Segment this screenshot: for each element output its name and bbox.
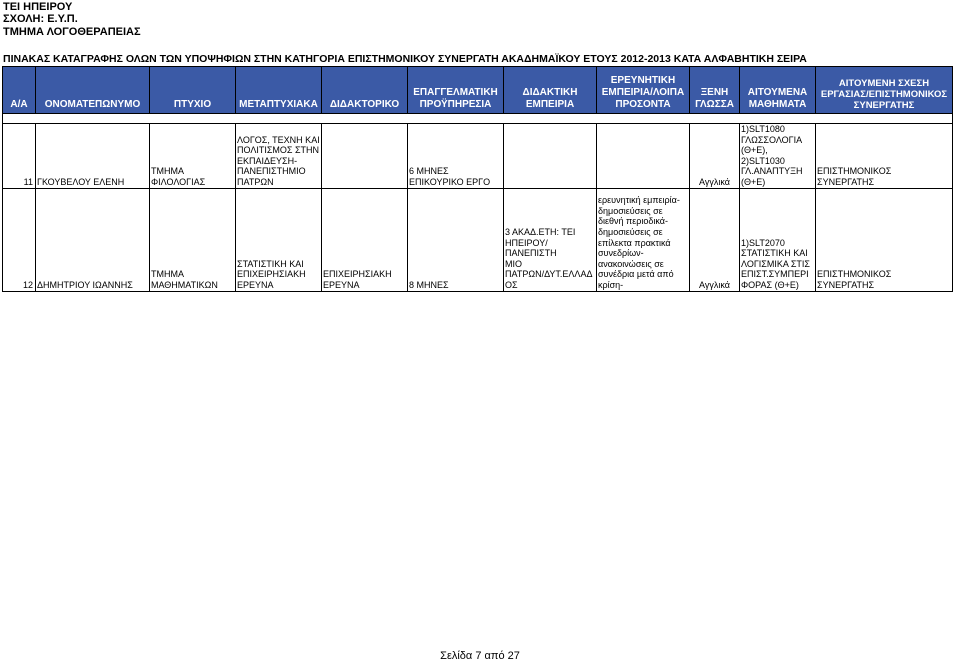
- row-relation: ΕΠΙΣΤΗΜΟΝΙΚΟΣ ΣΥΝΕΡΓΑΤΗΣ: [816, 124, 953, 189]
- row-professional: 6 ΜΗΝΕΣ ΕΠΙΚΟΥΡΙΚΟ ΕΡΓΟ: [408, 124, 504, 189]
- row-name: ΓΚΟΥΒΕΛΟΥ ΕΛΕΝΗ: [36, 124, 150, 189]
- table-title: ΠΙΝΑΚΑΣ ΚΑΤΑΓΡΑΦΗΣ ΟΛΩΝ ΤΩΝ ΥΠΟΨΗΦΙΩΝ ΣΤΗΝ ΚΑΤΗΓΟΡΙΑ ΕΠΙΣΤΗΜΟΝΙΚΟΥ ΣΥΝΕΡΓΑΤΗ ΑΚΑΔΗΜΑΪΚΟΥ ΕΤΟΥΣ 2012-2013 ΚΑΤΑ ΑΛΦΑΒΗΤΙΚΗ ΣΕΙΡΑ: [3, 53, 807, 65]
- row-degree: ΤΜΗΜΑ ΜΑΘΗΜΑΤΙΚΩΝ: [150, 188, 236, 291]
- row-aa: 12: [3, 188, 36, 291]
- candidates-table: [2, 66, 953, 292]
- row-aa: 11: [3, 124, 36, 189]
- row-courses: 1)SLT2070 ΣΤΑΤΙΣΤΙΚΗ ΚΑΙ ΛΟΓΙΣΜΙΚΑ ΣΤΙΣ ΕΠΙΣΤ.ΣΥΜΠΕΡΙ ΦΟΡΑΣ (Θ+Ε): [740, 188, 816, 291]
- row-degree: ΤΜΗΜΑ ΦΙΛΟΛΟΓΙΑΣ: [150, 124, 236, 189]
- row-phd: ΕΠΙΧΕΙΡΗΣΙΑΚΗ ΕΡΕΥΝΑ: [322, 188, 408, 291]
- row-teaching: [504, 124, 597, 189]
- row-masters: ΣΤΑΤΙΣΤΙΚΗ ΚΑΙ ΕΠΙΧΕΙΡΗΣΙΑΚΗ ΕΡΕΥΝΑ: [236, 188, 322, 291]
- row-language: Αγγλικά: [690, 188, 740, 291]
- col-header-courses: ΑΙΤΟΥΜΕΝΑ ΜΑΘΗΜΑΤΑ: [740, 67, 816, 114]
- col-header-masters: ΜΕΤΑΠΤΥΧΙΑΚΑ: [236, 67, 322, 114]
- table-header-row: [3, 67, 953, 114]
- table-row: [3, 188, 953, 291]
- institution-title: ΤΕΙ ΗΠΕΙΡΟΥ: [3, 1, 73, 13]
- spacer-row: [3, 114, 953, 124]
- page-number: Σελίδα 7 από 27: [440, 650, 520, 662]
- row-courses: 1)SLT1080 ΓΛΩΣΣΟΛΟΓΙΑ (Θ+Ε), 2)SLT1030 ΓΛ.ΑΝΑΠΤΥΞΗ (Θ+Ε): [740, 124, 816, 189]
- school-title: ΣΧΟΛΗ: Ε.Υ.Π.: [3, 13, 78, 25]
- department-title: ΤΜΗΜΑ ΛΟΓΟΘΕΡΑΠΕΙΑΣ: [3, 26, 141, 38]
- row-professional: 8 ΜΗΝΕΣ: [408, 188, 504, 291]
- col-header-degree: ΠΤΥΧΙΟ: [150, 67, 236, 114]
- col-header-professional: ΕΠΑΓΓΕΛΜΑΤΙΚΗ ΠΡΟΫΠΗΡΕΣΙΑ: [408, 67, 504, 114]
- row-language: Αγγλικά: [690, 124, 740, 189]
- col-header-teaching: ΔΙΔΑΚΤΙΚΗ ΕΜΠΕΙΡΙΑ: [504, 67, 597, 114]
- table-row: [3, 124, 953, 189]
- col-header-aa: Α/Α: [3, 67, 36, 114]
- col-header-relation: ΑΙΤΟΥΜΕΝΗ ΣΧΕΣΗ ΕΡΓΑΣΙΑΣ/ΕΠΙΣΤΗΜΟΝΙΚΟΣ ΣΥΝΕΡΓΑΤΗΣ: [816, 67, 953, 114]
- row-masters: ΛΟΓΟΣ, ΤΕΧΝΗ ΚΑΙ ΠΟΛΙΤΙΣΜΟΣ ΣΤΗΝ ΕΚΠΑΙΔΕΥΣΗ- ΠΑΝΕΠΙΣΤΗΜΙΟ ΠΑΤΡΩΝ: [236, 124, 322, 189]
- row-phd: [322, 124, 408, 189]
- row-research: ερευνητική εμπειρία- δημοσιεύσεις σε διεθνή περιοδικά- δημοσιεύσεις σε επίλεκτα πρακτικά συνεδρίων- ανακοινώσεις σε συνέδρια μετά από κρίση-: [597, 188, 690, 291]
- col-header-phd: ΔΙΔΑΚΤΟΡΙΚΟ: [322, 67, 408, 114]
- col-header-name: ΟΝΟΜΑΤΕΠΩΝΥΜΟ: [36, 67, 150, 114]
- row-name: ΔΗΜΗΤΡΙΟΥ ΙΩΑΝΝΗΣ: [36, 188, 150, 291]
- col-header-research: ΕΡΕΥΝΗΤΙΚΗ ΕΜΠΕΙΡΙΑ/ΛΟΙΠΑ ΠΡΟΣΟΝΤΑ: [597, 67, 690, 114]
- col-header-language: ΞΕΝΗ ΓΛΩΣΣΑ: [690, 67, 740, 114]
- row-teaching: 3 ΑΚΑΔ.ΕΤΗ: ΤΕΙ ΗΠΕΙΡΟΥ/ΠΑΝΕΠΙΣΤΗ ΜΙΟ ΠΑΤΡΩΝ/ΔΥΤ.ΕΛΛΑΔ ΟΣ: [504, 188, 597, 291]
- row-research: [597, 124, 690, 189]
- row-relation: ΕΠΙΣΤΗΜΟΝΙΚΟΣ ΣΥΝΕΡΓΑΤΗΣ: [816, 188, 953, 291]
